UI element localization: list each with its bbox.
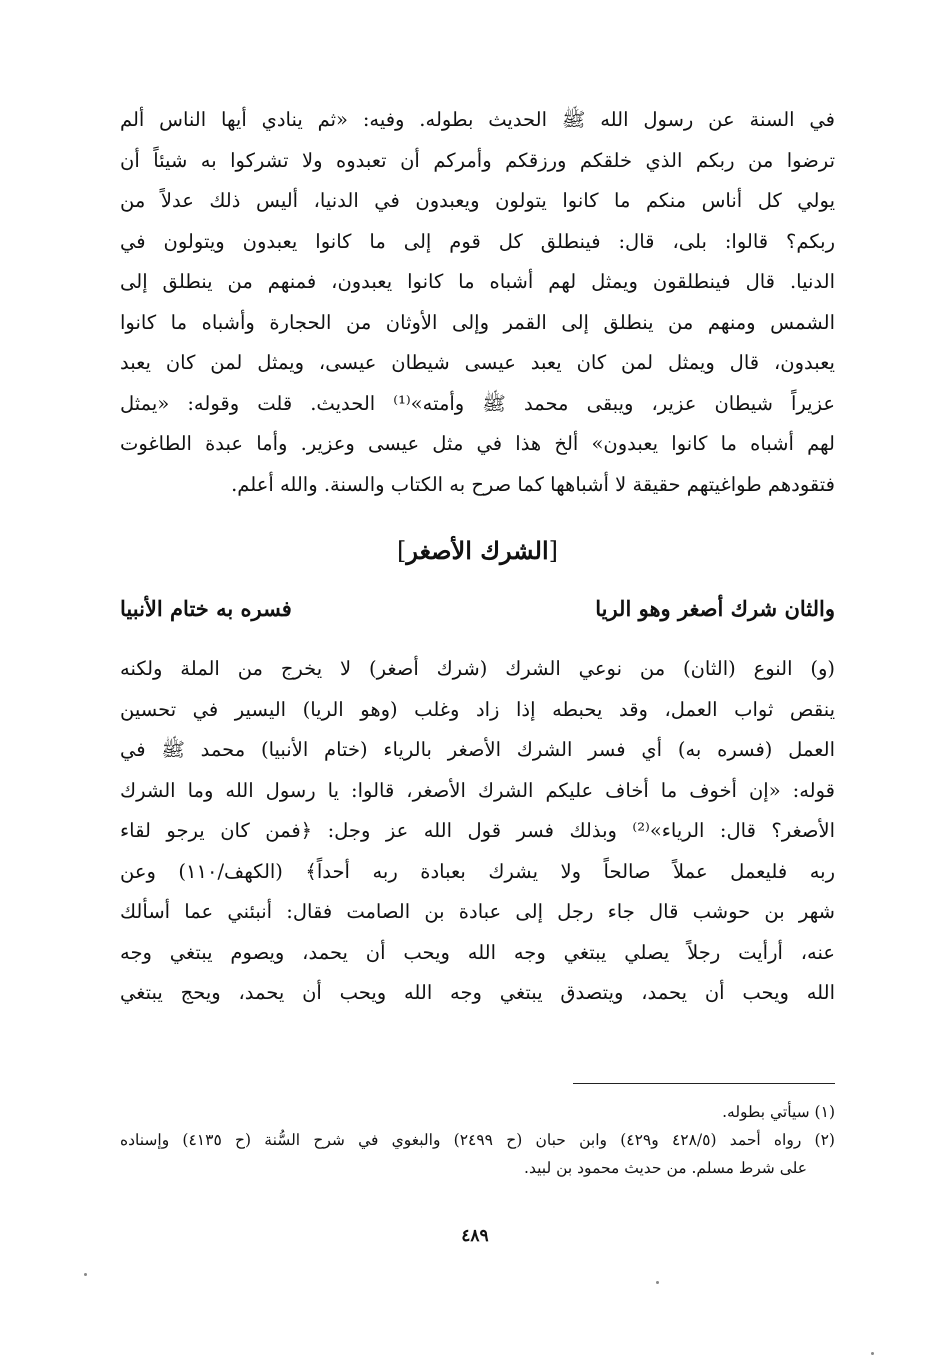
text-line: في السنة عن رسول الله ﷺ الحديث بطوله. وفيه: «ثم ينادي أيها الناس ألم (120, 108, 835, 131)
scan-speck (84, 1273, 87, 1276)
commentary-paragraph (120, 649, 835, 1014)
open-bracket: [ (548, 537, 559, 565)
close-bracket: ] (396, 537, 407, 565)
scan-speck (656, 1281, 659, 1284)
poem-verse (120, 589, 835, 629)
text-line: شهر بن حوشب قال جاء رجل إلى عبادة بن الصامت فقال: أنبئني عما أسألك (120, 900, 835, 923)
footnote-1: (١) سيأتي بطوله. (722, 1103, 835, 1121)
text-line: ربه فليعمل عملاً صالحاً ولا يشرك بعبادة ربه أحداً﴾ (الكهف/١١٠) وعن (120, 859, 835, 883)
verse-first-hemistich: والثان شرك أصغر وهو الريا (595, 596, 835, 621)
section-heading-container (120, 531, 835, 583)
text-line: الأصغر؟ قال: الرياء»⁽²⁾ وبذلك فسر قول الله عز وجل: ﴿فمن كان يرجو لقاء (120, 819, 835, 842)
text-line: عزيراً شيطان عزير، ويبقى محمد ﷺ وأمته»⁽¹⁾ الحديث. قلت وقوله: «يمثل (120, 391, 835, 415)
top-paragraph (120, 100, 835, 505)
verse-second-hemistich: فسره به ختام الأنبيا (120, 596, 292, 621)
text-line: الدنيا. قال فينطلقون ويمثل لهم أشباه ما كانوا يعبدون، فمنهم من ينطلق إلى (120, 270, 835, 293)
text-line: يولي كل أناس منكم ما كانوا يتولون ويعبدون في الدنيا، أليس ذلك عدلاً من (120, 189, 835, 212)
text-line: فتقودهم طواغيتهم حقيقة لا أشباهها كما صرح به الكتاب والسنة. والله أعلم. (231, 472, 835, 496)
text-line: الشمس ومنهم من ينطلق إلى القمر وإلى الأوثان من الحجارة وأشباه ما كانوا (120, 310, 835, 334)
text-line: عنه، أرأيت رجلاً يصلي يبتغي وجه الله ويحب أن يحمد، ويصوم يبتغي وجه (120, 940, 835, 964)
text-line: (و) النوع (الثان) من نوعي الشرك (شرك أصغر) لا يخرج من الملة ولكنه (120, 657, 835, 680)
footnote-2: (٢) رواه أحمد (٤٢٨/٥ و٤٢٩) وابن حبان (ح ٢٤٩٩) والبغوي في شرح السُّنة (ح ٤١٣٥) وإسناده (120, 1131, 835, 1149)
text-line: يعبدون، قال ويمثل لمن كان يعبد عيسى شيطان عيسى، ويمثل لمن كان يعبد (120, 351, 835, 374)
footnotes (120, 1098, 835, 1182)
main-text-block (120, 100, 835, 1014)
page-number: ٤٨٩ (461, 1226, 489, 1246)
text-line: قوله: «إن أخوف ما أخاف عليكم الشرك الأصغر، قالوا: يا رسول الله وما الشرك (120, 778, 835, 802)
text-line: العمل (فسره به) أي فسر الشرك الأصغر بالرياء (ختام الأنبيا) محمد ﷺ في (120, 738, 835, 761)
text-line: الله ويحب أن يحمد، ويتصدق يبتغي وجه الله ويحب أن يحمد، ويحج يبتغي (120, 981, 835, 1004)
text-line: لهم أشباه ما كانوا يعبدون» ألخ هذا في مثل عيسى وعزير. وأما عبدة الطاغوت (120, 432, 835, 455)
section-heading (391, 531, 564, 571)
footnote-2-continuation: على شرط مسلم. من حديث محمود بن لبيد. (524, 1159, 807, 1177)
text-line: ترضوا من ربكم الذي خلقكم ورزقكم وأمركم أن تعبدوه ولا تشركوا به شيئاً أن (120, 148, 835, 172)
scan-speck (871, 1352, 874, 1355)
text-line: ينقص ثواب العمل، وقد يحبطه إذا زاد وغلب (وهو الريا) اليسير في تحسين (120, 697, 835, 721)
text-line: ربكم؟ قالوا: بلى، قال: فينطلق كل قوم إلى ما كانوا يعبدون ويتولون في (120, 229, 835, 253)
section-heading-text: الشرك الأصغر (406, 536, 549, 565)
footnote-divider (573, 1083, 835, 1084)
